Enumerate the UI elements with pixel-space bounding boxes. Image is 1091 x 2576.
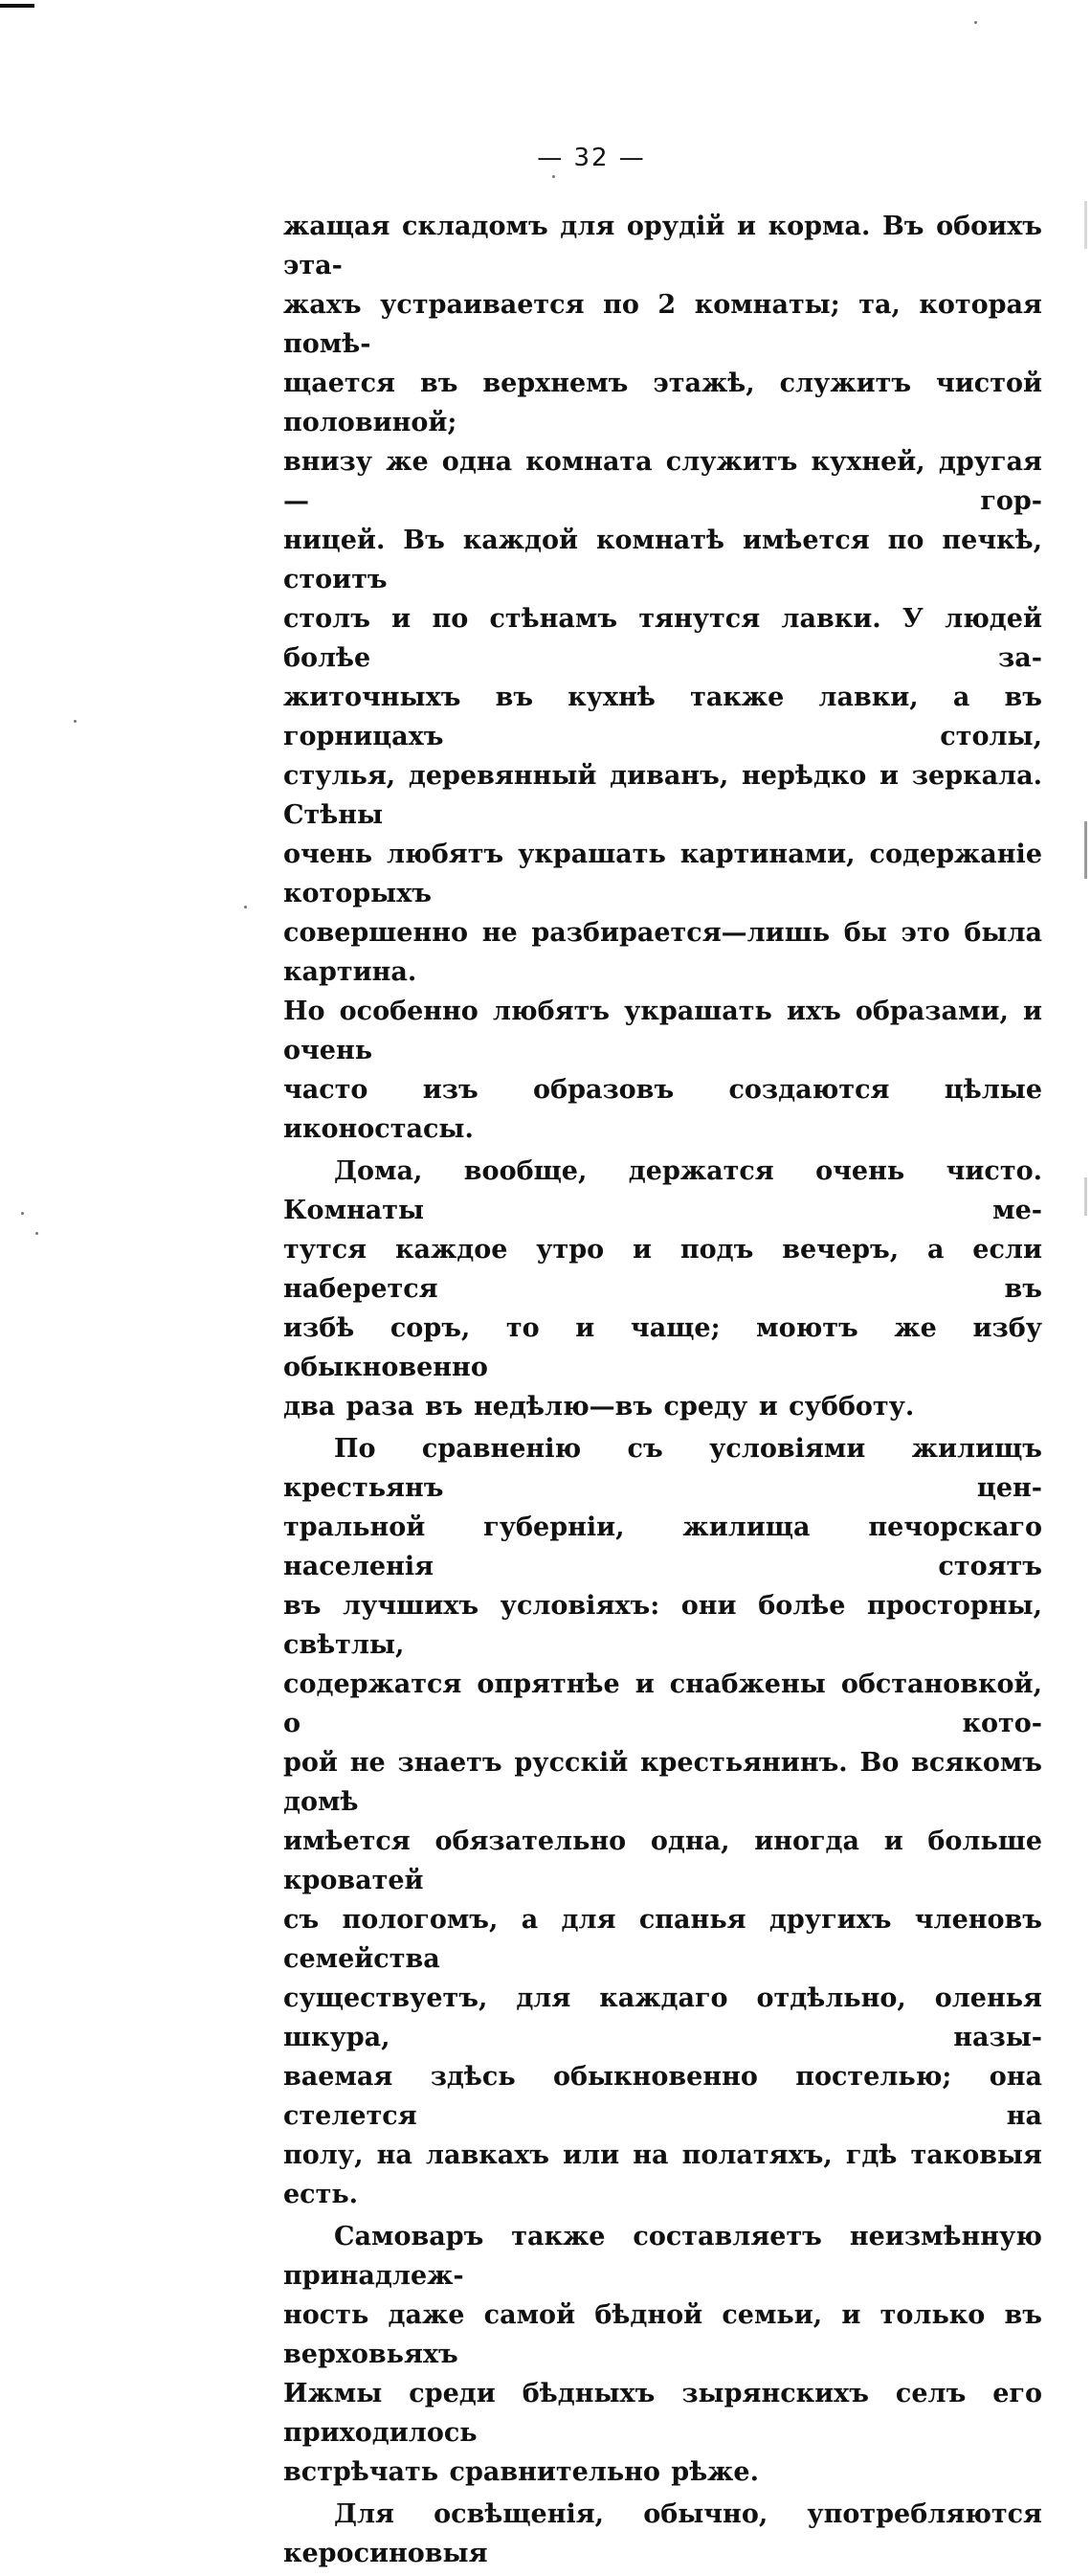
paragraph [283,2217,1042,2492]
scan-speck [552,175,555,178]
text-line: въ лучшихъ условіяхъ: они болѣе просторны, свѣтлы, [283,1591,1042,1660]
page-number: — 32 — [537,144,646,172]
text-line: встрѣчать сравнительно рѣже. [283,2457,760,2487]
text-line: Для освѣщенія, обычно, употребляются керосиновыя [283,2499,1042,2568]
text-line: По сравненію съ условіями жилищъ крестьянъ цен- [283,1434,1042,1503]
scan-speck [244,906,247,908]
scan-speck [21,1212,24,1215]
text-line: Ижмы среди бѣдныхъ зырянскихъ селъ его приходилось [283,2379,1042,2448]
text-line: щается въ верхнемъ этажѣ, служитъ чистой половиной; [283,369,1042,437]
text-line: содержатся опрятнѣе и снабжены обстановкой, о кото- [283,1669,1042,1738]
text-line: ваемая здѣсь обыкновенно постелью; она стелется на [283,2062,1042,2131]
text-line: ницей. Въ каждой комнатѣ имѣется по печкѣ, стоитъ [283,526,1042,594]
text-line: тутся каждое утро и подъ вечеръ, а если наберется въ [283,1235,1042,1304]
scan-speck [35,1232,38,1235]
text-line: стулья, деревянный диванъ, нерѣдко и зеркала. Стѣны [283,761,1042,830]
text-line: столъ и по стѣнамъ тянутся лавки. У людей болѣе за- [283,604,1042,673]
text-line: съ пологомъ, а для спанья другихъ членовъ семейства [283,1905,1042,1974]
text-line: тральной губерніи, жилища печорскаго населенія стоятъ [283,1512,1042,1581]
text-line: имѣется обязательно одна, иногда и больше кроватей [283,1826,1042,1895]
text-line: избѣ соръ, то и чаще; моютъ же избу обыкновенно [283,1313,1042,1382]
scan-edge-shadow [1084,1177,1087,1216]
text-line: часто изъ образовъ создаются цѣлые иконостасы. [283,1075,1042,1144]
text-line: Самоваръ также составляетъ неизмѣнную принадлеж- [283,2222,1042,2291]
text-line: полу, на лавкахъ или на полатяхъ, гдѣ таковыя есть. [283,2140,1042,2209]
text-line: совершенно не разбирается—лишь бы это была картина. [283,918,1042,987]
text-line: внизу же одна комната служитъ кухней, другая — гор- [283,447,1042,516]
text-line: жахъ устраивается по 2 комнаты; та, которая помѣ- [283,290,1042,359]
paragraph [283,207,1042,1149]
paragraph [283,1429,1042,2214]
text-line: рой не знаетъ русскій крестьянинъ. Во всякомъ домѣ [283,1748,1042,1817]
text-line: ность даже самой бѣдной семьи, и только въ верховьяхъ [283,2300,1042,2369]
text-line: жащая складомъ для орудій и корма. Въ обоихъ эта- [283,212,1042,280]
scan-speck [74,720,77,723]
text-line: Но особенно любятъ украшать ихъ образами, и очень [283,997,1042,1065]
paragraph [283,1152,1042,1426]
text-line: Дома, вообще, держатся очень чисто. Комнаты ме- [283,1156,1042,1225]
text-line: очень любятъ украшать картинами, содержаніе которыхъ [283,840,1042,908]
scan-edge-shadow [1084,201,1087,249]
scan-edge-shadow [1084,821,1087,879]
scan-speck [974,21,977,24]
scan-edge-mark [0,4,34,8]
text-line: житочныхъ въ кухнѣ также лавки, а въ горницахъ столы, [283,683,1042,751]
text-line: два раза въ недѣлю—въ среду и субботу. [283,1392,915,1422]
text-line: существуетъ, для каждаго отдѣльно, оленья шкура, назы- [283,1983,1042,2052]
paragraph [283,2495,1042,2573]
body-text [283,207,1042,2576]
